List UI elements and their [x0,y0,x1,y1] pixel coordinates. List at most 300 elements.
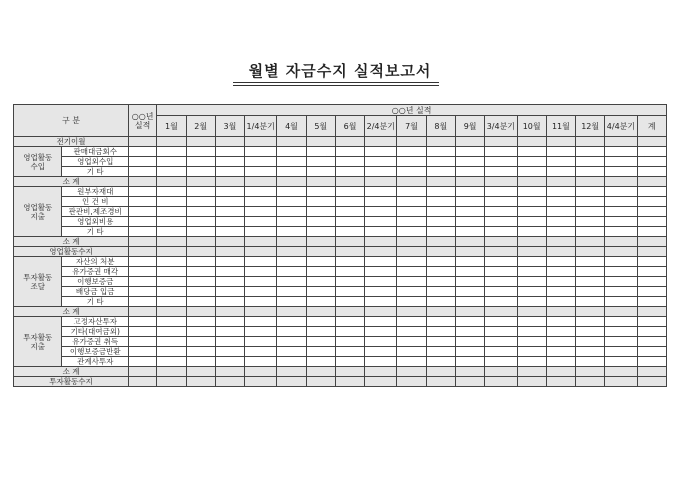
value-cell[interactable] [637,147,666,157]
value-cell[interactable] [277,377,306,387]
value-cell[interactable] [245,317,277,327]
value-cell[interactable] [455,247,484,257]
value-cell[interactable] [485,227,517,237]
value-cell[interactable] [129,347,157,357]
value-cell[interactable] [365,177,397,187]
value-cell[interactable] [455,227,484,237]
value-cell[interactable] [576,307,605,317]
value-cell[interactable] [157,137,186,147]
value-cell[interactable] [517,207,546,217]
value-cell[interactable] [546,357,575,367]
value-cell[interactable] [576,237,605,247]
value-cell[interactable] [485,367,517,377]
value-cell[interactable] [605,167,637,177]
value-cell[interactable] [517,227,546,237]
value-cell[interactable] [245,377,277,387]
value-cell[interactable] [335,167,364,177]
value-cell[interactable] [215,377,244,387]
value-cell[interactable] [397,247,426,257]
value-cell[interactable] [335,247,364,257]
value-cell[interactable] [186,227,215,237]
value-cell[interactable] [576,227,605,237]
value-cell[interactable] [215,307,244,317]
value-cell[interactable] [157,317,186,327]
value-cell[interactable] [455,177,484,187]
value-cell[interactable] [306,147,335,157]
value-cell[interactable] [637,167,666,177]
value-cell[interactable] [546,197,575,207]
value-cell[interactable] [576,277,605,287]
value-cell[interactable] [517,307,546,317]
value-cell[interactable] [245,147,277,157]
value-cell[interactable] [485,197,517,207]
value-cell[interactable] [426,267,455,277]
value-cell[interactable] [576,187,605,197]
value-cell[interactable] [335,217,364,227]
value-cell[interactable] [129,207,157,217]
value-cell[interactable] [365,167,397,177]
value-cell[interactable] [485,297,517,307]
value-cell[interactable] [245,207,277,217]
value-cell[interactable] [129,337,157,347]
value-cell[interactable] [605,367,637,377]
value-cell[interactable] [335,147,364,157]
value-cell[interactable] [129,227,157,237]
value-cell[interactable] [335,357,364,367]
value-cell[interactable] [306,297,335,307]
value-cell[interactable] [306,187,335,197]
value-cell[interactable] [576,217,605,227]
value-cell[interactable] [245,307,277,317]
value-cell[interactable] [517,157,546,167]
value-cell[interactable] [186,207,215,217]
value-cell[interactable] [397,227,426,237]
value-cell[interactable] [546,237,575,247]
value-cell[interactable] [485,157,517,167]
value-cell[interactable] [546,347,575,357]
value-cell[interactable] [365,297,397,307]
value-cell[interactable] [605,277,637,287]
value-cell[interactable] [186,317,215,327]
value-cell[interactable] [277,157,306,167]
value-cell[interactable] [157,377,186,387]
value-cell[interactable] [576,267,605,277]
value-cell[interactable] [157,307,186,317]
value-cell[interactable] [455,297,484,307]
value-cell[interactable] [426,347,455,357]
value-cell[interactable] [245,227,277,237]
value-cell[interactable] [129,247,157,257]
value-cell[interactable] [426,157,455,167]
value-cell[interactable] [517,137,546,147]
value-cell[interactable] [455,267,484,277]
value-cell[interactable] [397,187,426,197]
value-cell[interactable] [129,197,157,207]
value-cell[interactable] [306,367,335,377]
value-cell[interactable] [605,307,637,317]
value-cell[interactable] [605,177,637,187]
value-cell[interactable] [517,377,546,387]
value-cell[interactable] [546,157,575,167]
value-cell[interactable] [517,357,546,367]
value-cell[interactable] [277,327,306,337]
value-cell[interactable] [455,167,484,177]
value-cell[interactable] [277,167,306,177]
value-cell[interactable] [546,317,575,327]
value-cell[interactable] [335,137,364,147]
value-cell[interactable] [245,137,277,147]
value-cell[interactable] [426,137,455,147]
value-cell[interactable] [546,367,575,377]
value-cell[interactable] [485,237,517,247]
value-cell[interactable] [186,177,215,187]
value-cell[interactable] [426,327,455,337]
value-cell[interactable] [365,137,397,147]
value-cell[interactable] [455,327,484,337]
value-cell[interactable] [605,347,637,357]
value-cell[interactable] [397,327,426,337]
value-cell[interactable] [637,247,666,257]
value-cell[interactable] [245,197,277,207]
value-cell[interactable] [546,147,575,157]
value-cell[interactable] [426,247,455,257]
value-cell[interactable] [485,327,517,337]
value-cell[interactable] [277,297,306,307]
value-cell[interactable] [365,217,397,227]
value-cell[interactable] [157,187,186,197]
value-cell[interactable] [215,247,244,257]
value-cell[interactable] [245,187,277,197]
value-cell[interactable] [637,177,666,187]
value-cell[interactable] [335,207,364,217]
value-cell[interactable] [306,197,335,207]
value-cell[interactable] [186,137,215,147]
value-cell[interactable] [215,297,244,307]
value-cell[interactable] [215,147,244,157]
value-cell[interactable] [517,147,546,157]
value-cell[interactable] [605,217,637,227]
value-cell[interactable] [129,187,157,197]
value-cell[interactable] [455,357,484,367]
value-cell[interactable] [455,317,484,327]
value-cell[interactable] [546,327,575,337]
value-cell[interactable] [129,357,157,367]
value-cell[interactable] [306,257,335,267]
value-cell[interactable] [335,257,364,267]
value-cell[interactable] [306,157,335,167]
value-cell[interactable] [245,297,277,307]
value-cell[interactable] [517,317,546,327]
value-cell[interactable] [517,337,546,347]
value-cell[interactable] [157,277,186,287]
value-cell[interactable] [426,307,455,317]
value-cell[interactable] [455,207,484,217]
value-cell[interactable] [455,237,484,247]
value-cell[interactable] [397,307,426,317]
value-cell[interactable] [306,237,335,247]
value-cell[interactable] [426,217,455,227]
value-cell[interactable] [215,167,244,177]
value-cell[interactable] [157,367,186,377]
value-cell[interactable] [157,147,186,157]
value-cell[interactable] [426,227,455,237]
value-cell[interactable] [277,217,306,227]
value-cell[interactable] [517,177,546,187]
value-cell[interactable] [455,337,484,347]
value-cell[interactable] [215,257,244,267]
value-cell[interactable] [245,157,277,167]
value-cell[interactable] [397,357,426,367]
value-cell[interactable] [335,197,364,207]
value-cell[interactable] [637,237,666,247]
value-cell[interactable] [306,307,335,317]
value-cell[interactable] [245,167,277,177]
value-cell[interactable] [637,277,666,287]
value-cell[interactable] [306,327,335,337]
value-cell[interactable] [129,137,157,147]
value-cell[interactable] [157,217,186,227]
value-cell[interactable] [605,157,637,167]
value-cell[interactable] [517,197,546,207]
value-cell[interactable] [426,167,455,177]
value-cell[interactable] [335,297,364,307]
value-cell[interactable] [605,377,637,387]
value-cell[interactable] [576,247,605,257]
value-cell[interactable] [215,217,244,227]
value-cell[interactable] [546,287,575,297]
value-cell[interactable] [637,197,666,207]
value-cell[interactable] [335,317,364,327]
value-cell[interactable] [397,207,426,217]
value-cell[interactable] [186,157,215,167]
value-cell[interactable] [157,347,186,357]
value-cell[interactable] [546,137,575,147]
value-cell[interactable] [215,347,244,357]
value-cell[interactable] [129,297,157,307]
value-cell[interactable] [546,297,575,307]
value-cell[interactable] [397,287,426,297]
value-cell[interactable] [485,147,517,157]
value-cell[interactable] [365,337,397,347]
value-cell[interactable] [455,187,484,197]
value-cell[interactable] [576,147,605,157]
value-cell[interactable] [605,357,637,367]
value-cell[interactable] [546,227,575,237]
value-cell[interactable] [637,317,666,327]
value-cell[interactable] [485,267,517,277]
value-cell[interactable] [546,187,575,197]
value-cell[interactable] [546,167,575,177]
value-cell[interactable] [637,357,666,367]
value-cell[interactable] [637,347,666,357]
value-cell[interactable] [426,357,455,367]
value-cell[interactable] [397,217,426,227]
value-cell[interactable] [335,287,364,297]
value-cell[interactable] [546,247,575,257]
value-cell[interactable] [365,257,397,267]
value-cell[interactable] [605,297,637,307]
value-cell[interactable] [215,137,244,147]
value-cell[interactable] [215,237,244,247]
value-cell[interactable] [485,187,517,197]
value-cell[interactable] [426,237,455,247]
value-cell[interactable] [397,137,426,147]
value-cell[interactable] [517,347,546,357]
value-cell[interactable] [277,197,306,207]
value-cell[interactable] [245,347,277,357]
value-cell[interactable] [576,337,605,347]
value-cell[interactable] [306,167,335,177]
value-cell[interactable] [517,237,546,247]
value-cell[interactable] [365,187,397,197]
value-cell[interactable] [335,237,364,247]
value-cell[interactable] [277,137,306,147]
value-cell[interactable] [397,177,426,187]
value-cell[interactable] [215,177,244,187]
value-cell[interactable] [397,367,426,377]
value-cell[interactable] [517,167,546,177]
value-cell[interactable] [576,357,605,367]
value-cell[interactable] [576,257,605,267]
value-cell[interactable] [186,327,215,337]
value-cell[interactable] [605,267,637,277]
value-cell[interactable] [397,317,426,327]
value-cell[interactable] [157,267,186,277]
value-cell[interactable] [426,377,455,387]
value-cell[interactable] [277,207,306,217]
value-cell[interactable] [397,157,426,167]
value-cell[interactable] [605,227,637,237]
value-cell[interactable] [605,337,637,347]
value-cell[interactable] [397,147,426,157]
value-cell[interactable] [306,277,335,287]
value-cell[interactable] [335,187,364,197]
value-cell[interactable] [455,147,484,157]
value-cell[interactable] [365,357,397,367]
value-cell[interactable] [157,177,186,187]
value-cell[interactable] [306,177,335,187]
value-cell[interactable] [637,307,666,317]
value-cell[interactable] [365,347,397,357]
value-cell[interactable] [455,217,484,227]
value-cell[interactable] [637,137,666,147]
value-cell[interactable] [426,317,455,327]
value-cell[interactable] [277,267,306,277]
value-cell[interactable] [426,297,455,307]
value-cell[interactable] [397,167,426,177]
value-cell[interactable] [306,337,335,347]
value-cell[interactable] [485,277,517,287]
value-cell[interactable] [485,307,517,317]
value-cell[interactable] [129,277,157,287]
value-cell[interactable] [605,147,637,157]
value-cell[interactable] [186,187,215,197]
value-cell[interactable] [157,207,186,217]
value-cell[interactable] [637,297,666,307]
value-cell[interactable] [277,257,306,267]
value-cell[interactable] [517,267,546,277]
value-cell[interactable] [129,167,157,177]
value-cell[interactable] [455,367,484,377]
value-cell[interactable] [245,367,277,377]
value-cell[interactable] [485,317,517,327]
value-cell[interactable] [277,357,306,367]
value-cell[interactable] [215,267,244,277]
value-cell[interactable] [186,297,215,307]
value-cell[interactable] [277,287,306,297]
value-cell[interactable] [186,347,215,357]
value-cell[interactable] [186,237,215,247]
value-cell[interactable] [306,217,335,227]
value-cell[interactable] [277,177,306,187]
value-cell[interactable] [157,227,186,237]
value-cell[interactable] [245,177,277,187]
value-cell[interactable] [245,277,277,287]
value-cell[interactable] [365,227,397,237]
value-cell[interactable] [245,287,277,297]
value-cell[interactable] [129,147,157,157]
value-cell[interactable] [637,227,666,237]
value-cell[interactable] [306,207,335,217]
value-cell[interactable] [605,287,637,297]
value-cell[interactable] [605,137,637,147]
value-cell[interactable] [365,207,397,217]
value-cell[interactable] [397,337,426,347]
value-cell[interactable] [397,197,426,207]
value-cell[interactable] [576,287,605,297]
value-cell[interactable] [546,267,575,277]
value-cell[interactable] [186,367,215,377]
value-cell[interactable] [455,287,484,297]
value-cell[interactable] [306,267,335,277]
value-cell[interactable] [215,287,244,297]
value-cell[interactable] [245,327,277,337]
value-cell[interactable] [485,257,517,267]
value-cell[interactable] [485,287,517,297]
value-cell[interactable] [485,357,517,367]
value-cell[interactable] [517,257,546,267]
value-cell[interactable] [215,327,244,337]
value-cell[interactable] [129,237,157,247]
value-cell[interactable] [426,367,455,377]
value-cell[interactable] [365,287,397,297]
value-cell[interactable] [245,267,277,277]
value-cell[interactable] [517,287,546,297]
value-cell[interactable] [129,317,157,327]
value-cell[interactable] [245,337,277,347]
value-cell[interactable] [277,187,306,197]
value-cell[interactable] [335,337,364,347]
value-cell[interactable] [576,327,605,337]
value-cell[interactable] [365,307,397,317]
value-cell[interactable] [335,277,364,287]
value-cell[interactable] [129,367,157,377]
value-cell[interactable] [485,337,517,347]
value-cell[interactable] [637,327,666,337]
value-cell[interactable] [365,367,397,377]
value-cell[interactable] [397,267,426,277]
value-cell[interactable] [637,207,666,217]
value-cell[interactable] [637,287,666,297]
value-cell[interactable] [426,187,455,197]
value-cell[interactable] [397,297,426,307]
value-cell[interactable] [637,267,666,277]
value-cell[interactable] [157,247,186,257]
value-cell[interactable] [397,257,426,267]
value-cell[interactable] [277,337,306,347]
value-cell[interactable] [365,327,397,337]
value-cell[interactable] [129,327,157,337]
